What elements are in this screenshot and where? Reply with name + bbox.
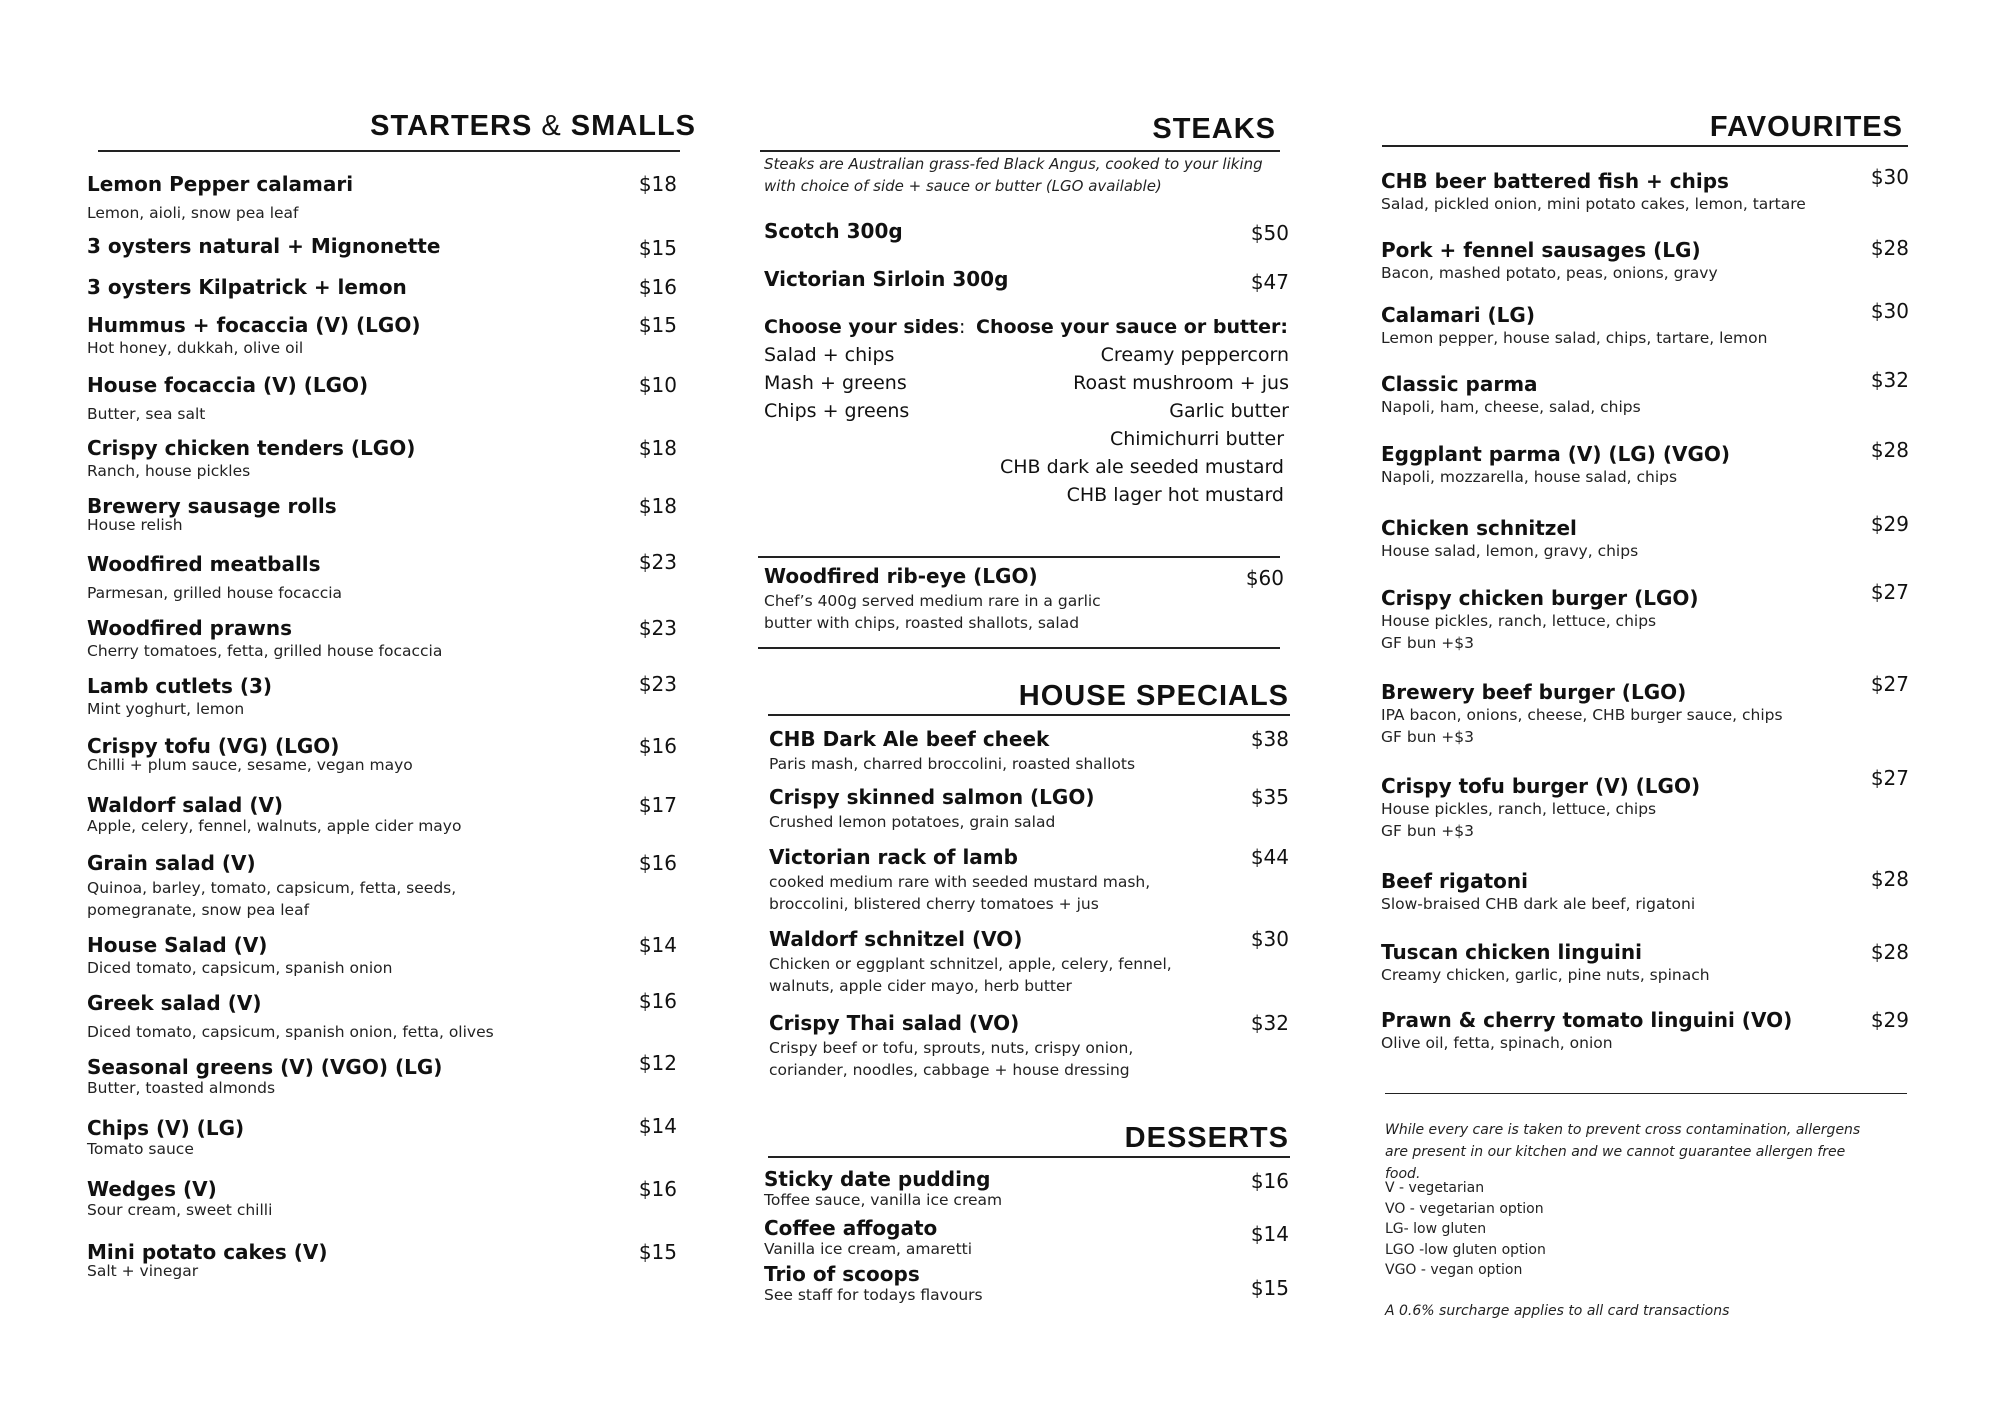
special-item xyxy=(769,727,1289,775)
starter-item-price: $23 xyxy=(638,672,677,696)
ribeye-bottom-rule xyxy=(758,647,1280,649)
starter-item-price: $10 xyxy=(638,373,677,397)
favourite-item-desc2: GF bun +$3 xyxy=(1381,822,1474,840)
steak-item-name: Scotch 300g xyxy=(764,219,903,243)
special-item-price: $44 xyxy=(1250,845,1289,869)
starter-item-desc: Quinoa, barley, tomato, capsicum, fetta, seeds, pomegranate, snow pea leaf xyxy=(87,879,457,919)
special-item-price: $35 xyxy=(1250,785,1289,809)
starter-item-desc: Tomato sauce xyxy=(87,1140,194,1158)
steak-item-price: $50 xyxy=(1250,221,1289,245)
side-option: Mash + greens xyxy=(764,372,907,394)
notes-rule xyxy=(1385,1093,1907,1094)
starter-item-name: Woodfired meatballs xyxy=(87,552,321,576)
special-item xyxy=(769,845,1289,915)
favourite-item xyxy=(1381,766,1909,842)
sauce-option: Garlic butter xyxy=(1169,400,1289,422)
starter-item-desc: Diced tomato, capsicum, spanish onion xyxy=(87,959,393,977)
favourite-item-desc: House pickles, ranch, lettuce, chips xyxy=(1381,800,1657,818)
starter-item-desc: Lemon, aioli, snow pea leaf xyxy=(87,204,299,222)
favourite-item-desc: House salad, lemon, gravy, chips xyxy=(1381,542,1639,560)
favourite-item-desc: Creamy chicken, garlic, pine nuts, spinach xyxy=(1381,966,1710,984)
desserts-rule xyxy=(768,1156,1290,1158)
dessert-item xyxy=(764,1167,1289,1211)
sauce-option: Chimichurri butter xyxy=(1109,428,1284,450)
favourite-item xyxy=(1381,238,1909,284)
favourite-item xyxy=(1381,512,1909,562)
special-item-name: Victorian rack of lamb xyxy=(769,845,1018,869)
special-item-name: Crispy skinned salmon (LGO) xyxy=(769,785,1095,809)
favourite-item xyxy=(1381,1008,1909,1054)
starter-item xyxy=(87,313,677,359)
favourite-item-name: Eggplant parma (V) (LG) (VGO) xyxy=(1381,442,1731,466)
special-item-desc: Chicken or eggplant schnitzel, apple, celery, fennel, walnuts, apple cider mayo, herb butter xyxy=(769,955,1172,995)
favourite-item-desc: Bacon, mashed potato, peas, onions, gravy xyxy=(1381,264,1718,282)
dessert-item-price: $14 xyxy=(1250,1222,1289,1246)
starter-item-price: $15 xyxy=(638,236,677,260)
starter-item xyxy=(87,851,677,921)
favourite-item-name: Crispy chicken burger (LGO) xyxy=(1381,586,1699,610)
starter-item-name: Lamb cutlets (3) xyxy=(87,674,273,698)
starter-item-price: $16 xyxy=(638,734,677,758)
starter-item-name: House focaccia (V) (LGO) xyxy=(87,373,369,397)
desserts-heading: DESSERTS xyxy=(1124,1122,1289,1154)
special-item-price: $38 xyxy=(1250,727,1289,751)
favourites-heading: FAVOURITES xyxy=(1709,111,1903,143)
favourite-item-desc: Salad, pickled onion, mini potato cakes, lemon, tartare xyxy=(1381,195,1806,213)
starter-item-name: Waldorf salad (V) xyxy=(87,793,284,817)
favourite-item-name: Crispy tofu burger (V) (LGO) xyxy=(1381,774,1701,798)
legend-entry: LGO -low gluten option xyxy=(1385,1241,1546,1258)
surcharge-note: A 0.6% surcharge applies to all card transactions xyxy=(1385,1303,1730,1319)
favourite-item-price: $29 xyxy=(1870,1008,1909,1032)
starter-item xyxy=(87,373,677,425)
sides-label-colon: : xyxy=(958,316,966,338)
starter-item-desc: Salt + vinegar xyxy=(87,1262,199,1280)
starter-item-price: $18 xyxy=(638,172,677,196)
starter-item-name: Greek salad (V) xyxy=(87,991,262,1015)
starter-item-name: 3 oysters Kilpatrick + lemon xyxy=(87,275,407,299)
sauce-option: Roast mushroom + jus xyxy=(1073,372,1289,394)
starter-item xyxy=(87,436,677,482)
steak-item-sirloin xyxy=(764,267,1289,294)
legend-entry: VO - vegetarian option xyxy=(1385,1200,1544,1217)
starter-item-desc: Parmesan, grilled house focaccia xyxy=(87,584,343,602)
starter-item xyxy=(87,991,677,1043)
sauce-option: CHB lager hot mustard xyxy=(1066,484,1284,506)
starter-item-price: $23 xyxy=(638,550,677,574)
favourite-item-price: $28 xyxy=(1870,867,1909,891)
dessert-item-name: Coffee affogato xyxy=(764,1216,938,1240)
favourite-item xyxy=(1381,368,1909,418)
dessert-item-desc: Vanilla ice cream, amaretti xyxy=(764,1240,973,1258)
dessert-item xyxy=(764,1216,1289,1260)
sauce-option: Creamy peppercorn xyxy=(1100,344,1289,366)
starters-title-amp: & xyxy=(541,110,562,142)
special-item xyxy=(769,1011,1289,1081)
starter-item-desc: Apple, celery, fennel, walnuts, apple cider mayo xyxy=(87,817,462,835)
favourite-item xyxy=(1381,438,1909,488)
ribeye-desc: Chef’s 400g served medium rare in a garlic butter with chips, roasted shallots, salad xyxy=(764,592,1101,632)
starter-item-price: $12 xyxy=(638,1051,677,1075)
favourite-item-name: Calamari (LG) xyxy=(1381,303,1535,327)
starter-item xyxy=(87,552,677,604)
special-item-price: $30 xyxy=(1250,927,1289,951)
legend-entry: VGO - vegan option xyxy=(1385,1262,1523,1278)
starter-item-price: $16 xyxy=(638,989,677,1013)
favourite-item xyxy=(1381,940,1909,986)
starter-item xyxy=(87,1051,677,1099)
allergen-note: While every care is taken to prevent cross contamination, allergens are present in our kitchen and we cannot guarantee allergen free food. xyxy=(1385,1122,1861,1182)
starter-item-name: House Salad (V) xyxy=(87,933,268,957)
starter-item-desc: Butter, toasted almonds xyxy=(87,1079,276,1097)
favourite-item xyxy=(1381,869,1909,915)
starter-item xyxy=(87,674,677,720)
sides-label-text: Choose your sides xyxy=(764,316,959,338)
starter-item xyxy=(87,1116,677,1160)
starter-item-price: $18 xyxy=(638,436,677,460)
ribeye-price: $60 xyxy=(1245,566,1284,590)
side-option: Salad + chips xyxy=(764,344,895,366)
favourite-item-price: $27 xyxy=(1870,766,1909,790)
dessert-item xyxy=(764,1262,1289,1306)
starter-item-desc: House relish xyxy=(87,516,183,534)
favourite-item xyxy=(1381,672,1909,748)
starter-item xyxy=(87,734,677,776)
starter-item xyxy=(87,494,677,536)
favourite-item xyxy=(1381,580,1909,654)
starter-item xyxy=(87,616,677,662)
dessert-item-desc: See staff for todays flavours xyxy=(764,1286,983,1304)
favourite-item xyxy=(1381,165,1909,215)
starters-title-b: SMALLS xyxy=(570,110,696,142)
favourite-item-desc: Lemon pepper, house salad, chips, tartare, lemon xyxy=(1381,329,1768,347)
favourite-item-price: $27 xyxy=(1870,580,1909,604)
starter-item-price: $23 xyxy=(638,616,677,640)
specials-heading: HOUSE SPECIALS xyxy=(1018,680,1289,712)
steaks-heading: STEAKS xyxy=(1152,113,1276,145)
side-option: Chips + greens xyxy=(764,400,910,422)
sauce-label: Choose your sauce or butter: xyxy=(976,316,1288,338)
special-item-price: $32 xyxy=(1250,1011,1289,1035)
starter-item-name: Hummus + focaccia (V) (LGO) xyxy=(87,313,421,337)
starter-item xyxy=(87,1240,677,1282)
special-item-name: CHB Dark Ale beef cheek xyxy=(769,727,1050,751)
starter-item-desc: Cherry tomatoes, fetta, grilled house focaccia xyxy=(87,642,443,660)
favourites-rule xyxy=(1382,145,1908,147)
starter-item xyxy=(87,234,677,258)
steak-item-name: Victorian Sirloin 300g xyxy=(764,267,1009,291)
favourite-item-desc: IPA bacon, onions, cheese, CHB burger sauce, chips xyxy=(1381,706,1783,724)
starter-item-desc: Ranch, house pickles xyxy=(87,462,251,480)
starter-item xyxy=(87,1177,677,1221)
favourite-item-desc2: GF bun +$3 xyxy=(1381,728,1474,746)
ribeye-item xyxy=(764,564,1284,634)
steak-item-price: $47 xyxy=(1250,270,1289,294)
dessert-item-desc: Toffee sauce, vanilla ice cream xyxy=(764,1191,1003,1209)
starter-item xyxy=(87,275,677,299)
starter-item-name: Chips (V) (LG) xyxy=(87,1116,245,1140)
special-item-desc: cooked medium rare with seeded mustard mash, broccolini, blistered cherry tomatoes + jus xyxy=(769,873,1151,913)
legend-entry: LG- low gluten xyxy=(1385,1221,1487,1237)
dessert-item-price: $16 xyxy=(1250,1169,1289,1193)
favourite-item xyxy=(1381,299,1909,349)
favourite-item-price: $28 xyxy=(1870,438,1909,462)
starter-item-desc: Sour cream, sweet chilli xyxy=(87,1201,273,1219)
starter-item-name: Grain salad (V) xyxy=(87,851,256,875)
starters-heading xyxy=(370,110,696,143)
starter-item xyxy=(87,793,677,837)
favourite-item-name: Chicken schnitzel xyxy=(1381,516,1577,540)
dessert-item-price: $15 xyxy=(1250,1276,1289,1300)
starters-rule xyxy=(98,150,680,152)
favourite-item-name: Pork + fennel sausages (LG) xyxy=(1381,238,1701,262)
favourite-item-name: CHB beer battered fish + chips xyxy=(1381,169,1729,193)
starter-item-name: Seasonal greens (V) (VGO) (LG) xyxy=(87,1055,443,1079)
sauce-option: CHB dark ale seeded mustard xyxy=(999,456,1284,478)
starter-item-name: Brewery sausage rolls xyxy=(87,494,337,518)
favourite-item-name: Beef rigatoni xyxy=(1381,869,1528,893)
special-item-desc: Crushed lemon potatoes, grain salad xyxy=(769,813,1056,831)
starter-item-price: $14 xyxy=(638,1114,677,1138)
ribeye-name: Woodfired rib-eye (LGO) xyxy=(764,564,1038,588)
favourite-item-desc2: GF bun +$3 xyxy=(1381,634,1474,652)
starter-item-name: Crispy tofu (VG) (LGO) xyxy=(87,734,340,758)
starter-item-price: $17 xyxy=(638,793,677,817)
favourite-item-price: $27 xyxy=(1870,672,1909,696)
favourite-item-name: Tuscan chicken linguini xyxy=(1381,940,1642,964)
special-item xyxy=(769,785,1289,833)
starter-item-desc: Mint yoghurt, lemon xyxy=(87,700,245,718)
legend-entry: V - vegetarian xyxy=(1385,1180,1485,1196)
favourite-item-name: Prawn & cherry tomato linguini (VO) xyxy=(1381,1008,1793,1032)
favourite-item-desc: Napoli, ham, cheese, salad, chips xyxy=(1381,398,1641,416)
starter-item-desc: Chilli + plum sauce, sesame, vegan mayo xyxy=(87,756,413,774)
favourite-item-desc: Olive oil, fetta, spinach, onion xyxy=(1381,1034,1613,1052)
favourite-item-price: $29 xyxy=(1870,512,1909,536)
special-item-name: Waldorf schnitzel (VO) xyxy=(769,927,1023,951)
starter-item-price: $16 xyxy=(638,275,677,299)
starter-item-name: Mini potato cakes (V) xyxy=(87,1240,328,1264)
starter-item-price: $16 xyxy=(638,851,677,875)
dessert-item-name: Sticky date pudding xyxy=(764,1167,991,1191)
starter-item-price: $15 xyxy=(638,313,677,337)
starter-item-desc: Hot honey, dukkah, olive oil xyxy=(87,339,304,357)
dessert-item-name: Trio of scoops xyxy=(764,1262,920,1286)
steaks-intro: Steaks are Australian grass-fed Black Angus, cooked to your liking with choice of side + sauce or butter (LGO available) xyxy=(764,155,1263,195)
special-item-desc: Crispy beef or tofu, sprouts, nuts, crispy onion, coriander, noodles, cabbage + house dressing xyxy=(769,1039,1134,1079)
starter-item-price: $14 xyxy=(638,933,677,957)
starter-item-name: Woodfired prawns xyxy=(87,616,292,640)
favourite-item-name: Brewery beef burger (LGO) xyxy=(1381,680,1687,704)
starter-item-desc: Butter, sea salt xyxy=(87,405,206,423)
special-item xyxy=(769,927,1289,997)
ribeye-top-rule xyxy=(758,556,1280,558)
starter-item-price: $18 xyxy=(638,494,677,518)
favourite-item-price: $30 xyxy=(1870,165,1909,189)
steak-item-scotch xyxy=(764,219,1289,243)
special-item-name: Crispy Thai salad (VO) xyxy=(769,1011,1020,1035)
favourite-item-desc: Slow-braised CHB dark ale beef, rigatoni xyxy=(1381,895,1696,913)
favourite-item-price: $28 xyxy=(1870,940,1909,964)
favourite-item-desc: Napoli, mozzarella, house salad, chips xyxy=(1381,468,1678,486)
starter-item-name: Lemon Pepper calamari xyxy=(87,172,354,196)
starter-item-desc: Diced tomato, capsicum, spanish onion, fetta, olives xyxy=(87,1023,494,1041)
sides-label xyxy=(764,313,965,341)
special-item-desc: Paris mash, charred broccolini, roasted shallots xyxy=(769,755,1136,773)
starters-title-a: STARTERS xyxy=(370,110,533,142)
steaks-rule xyxy=(760,150,1280,152)
favourite-item-desc: House pickles, ranch, lettuce, chips xyxy=(1381,612,1657,630)
starter-item-name: Wedges (V) xyxy=(87,1177,217,1201)
specials-rule xyxy=(768,714,1290,716)
starter-item-name: Crispy chicken tenders (LGO) xyxy=(87,436,416,460)
favourite-item-price: $30 xyxy=(1870,299,1909,323)
starter-item-price: $15 xyxy=(638,1240,677,1264)
favourite-item-price: $32 xyxy=(1870,368,1909,392)
favourite-item-price: $28 xyxy=(1870,236,1909,260)
starter-item xyxy=(87,172,677,224)
starter-item-price: $16 xyxy=(638,1177,677,1201)
starter-item xyxy=(87,933,677,979)
starter-item-name: 3 oysters natural + Mignonette xyxy=(87,234,441,258)
favourite-item-name: Classic parma xyxy=(1381,372,1538,396)
